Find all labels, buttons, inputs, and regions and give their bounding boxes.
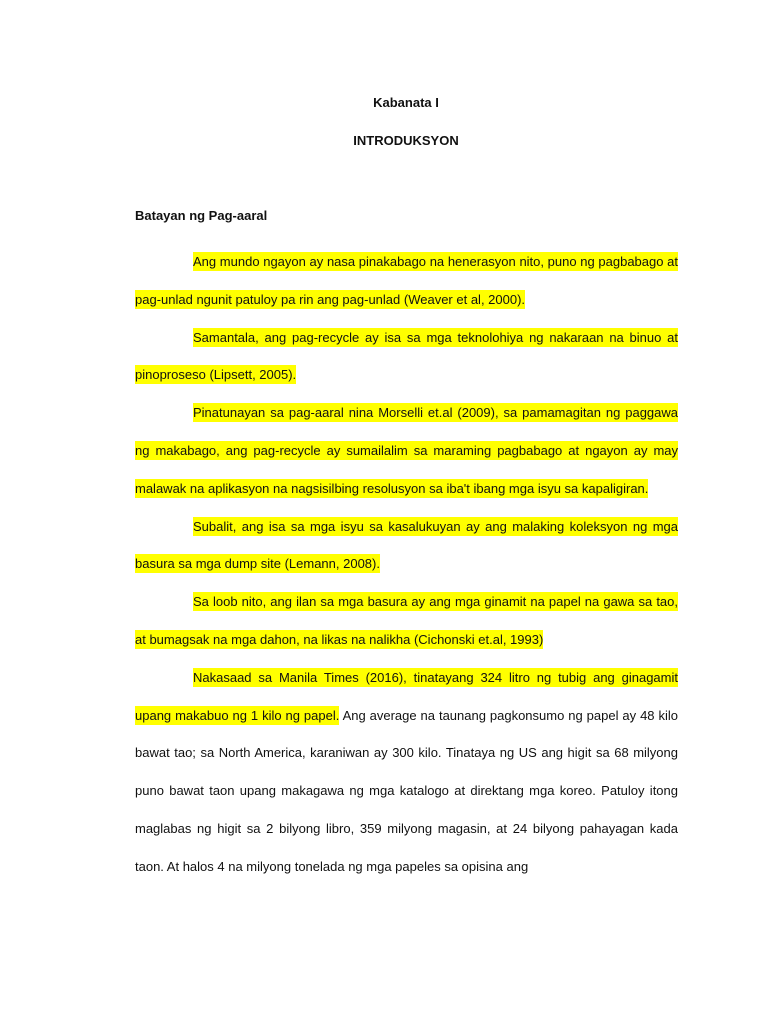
paragraph <box>135 659 678 886</box>
paragraph <box>135 243 678 319</box>
highlighted-text: Sa loob nito, ang ilan sa mga basura ay ang mga ginamit na papel na gawa sa tao, at bumagsak na mga dahon, na likas na nalikha (Cichonski et.al, 1993) <box>135 594 678 647</box>
paragraph <box>135 583 678 659</box>
section-heading: Batayan ng Pag-aaral <box>135 208 268 223</box>
highlighted-text: Subalit, ang isa sa mga isyu sa kasalukuyan ay ang malaking koleksyon ng mga basura sa mga dump site (Lemann, 2008). <box>135 518 678 572</box>
paragraph <box>135 319 678 395</box>
paragraph <box>135 508 678 584</box>
highlighted-text: Samantala, ang pag-recycle ay isa sa mga teknolohiya ng nakaraan na binuo at pinoproseso (Lipsett, 2005). <box>135 329 678 383</box>
chapter-label: Kabanata I <box>373 95 439 110</box>
highlighted-text: Ang mundo ngayon ay nasa pinakabago na henerasyon nito, puno ng pagbabago at pag-unlad ngunit patuloy pa rin ang pag-unlad (Weaver et al, 2000). <box>135 254 678 307</box>
plain-text: Ang average na taunang pagkonsumo ng papel ay 48 kilo bawat tao; sa North America, karaniwan ay 300 kilo. Tinataya ng US ang higit sa 68 milyong puno bawat taon upang makagawa ng mga katalogo at direktang mga koreo. Patuloy itong maglabas ng higit sa 2 bilyong libro, 359 milyong magasin, at 24 bilyong pahayagan kada taon. At halos 4 na milyong tonelada ng mga papeles sa opisina ang <box>135 707 678 874</box>
chapter-title: INTRODUKSYON <box>353 133 459 148</box>
highlighted-text: Nakasaad sa Manila Times (2016), tinatayang 324 litro ng tubig ang ginagamit upang makabuo ng 1 kilo ng papel. <box>135 669 678 723</box>
highlighted-text: Pinatunayan sa pag-aaral nina Morselli et.al (2009), sa pamamagitan ng paggawa ng makabago, ang pag-recycle ay sumailalim sa maraming pagbabago at ngayon ay may malawak na aplikasyon na nagsisilbing resolusyon sa iba't ibang mga isyu sa kapaligiran. <box>135 405 678 496</box>
body-text <box>135 243 678 886</box>
paragraph <box>135 394 678 507</box>
